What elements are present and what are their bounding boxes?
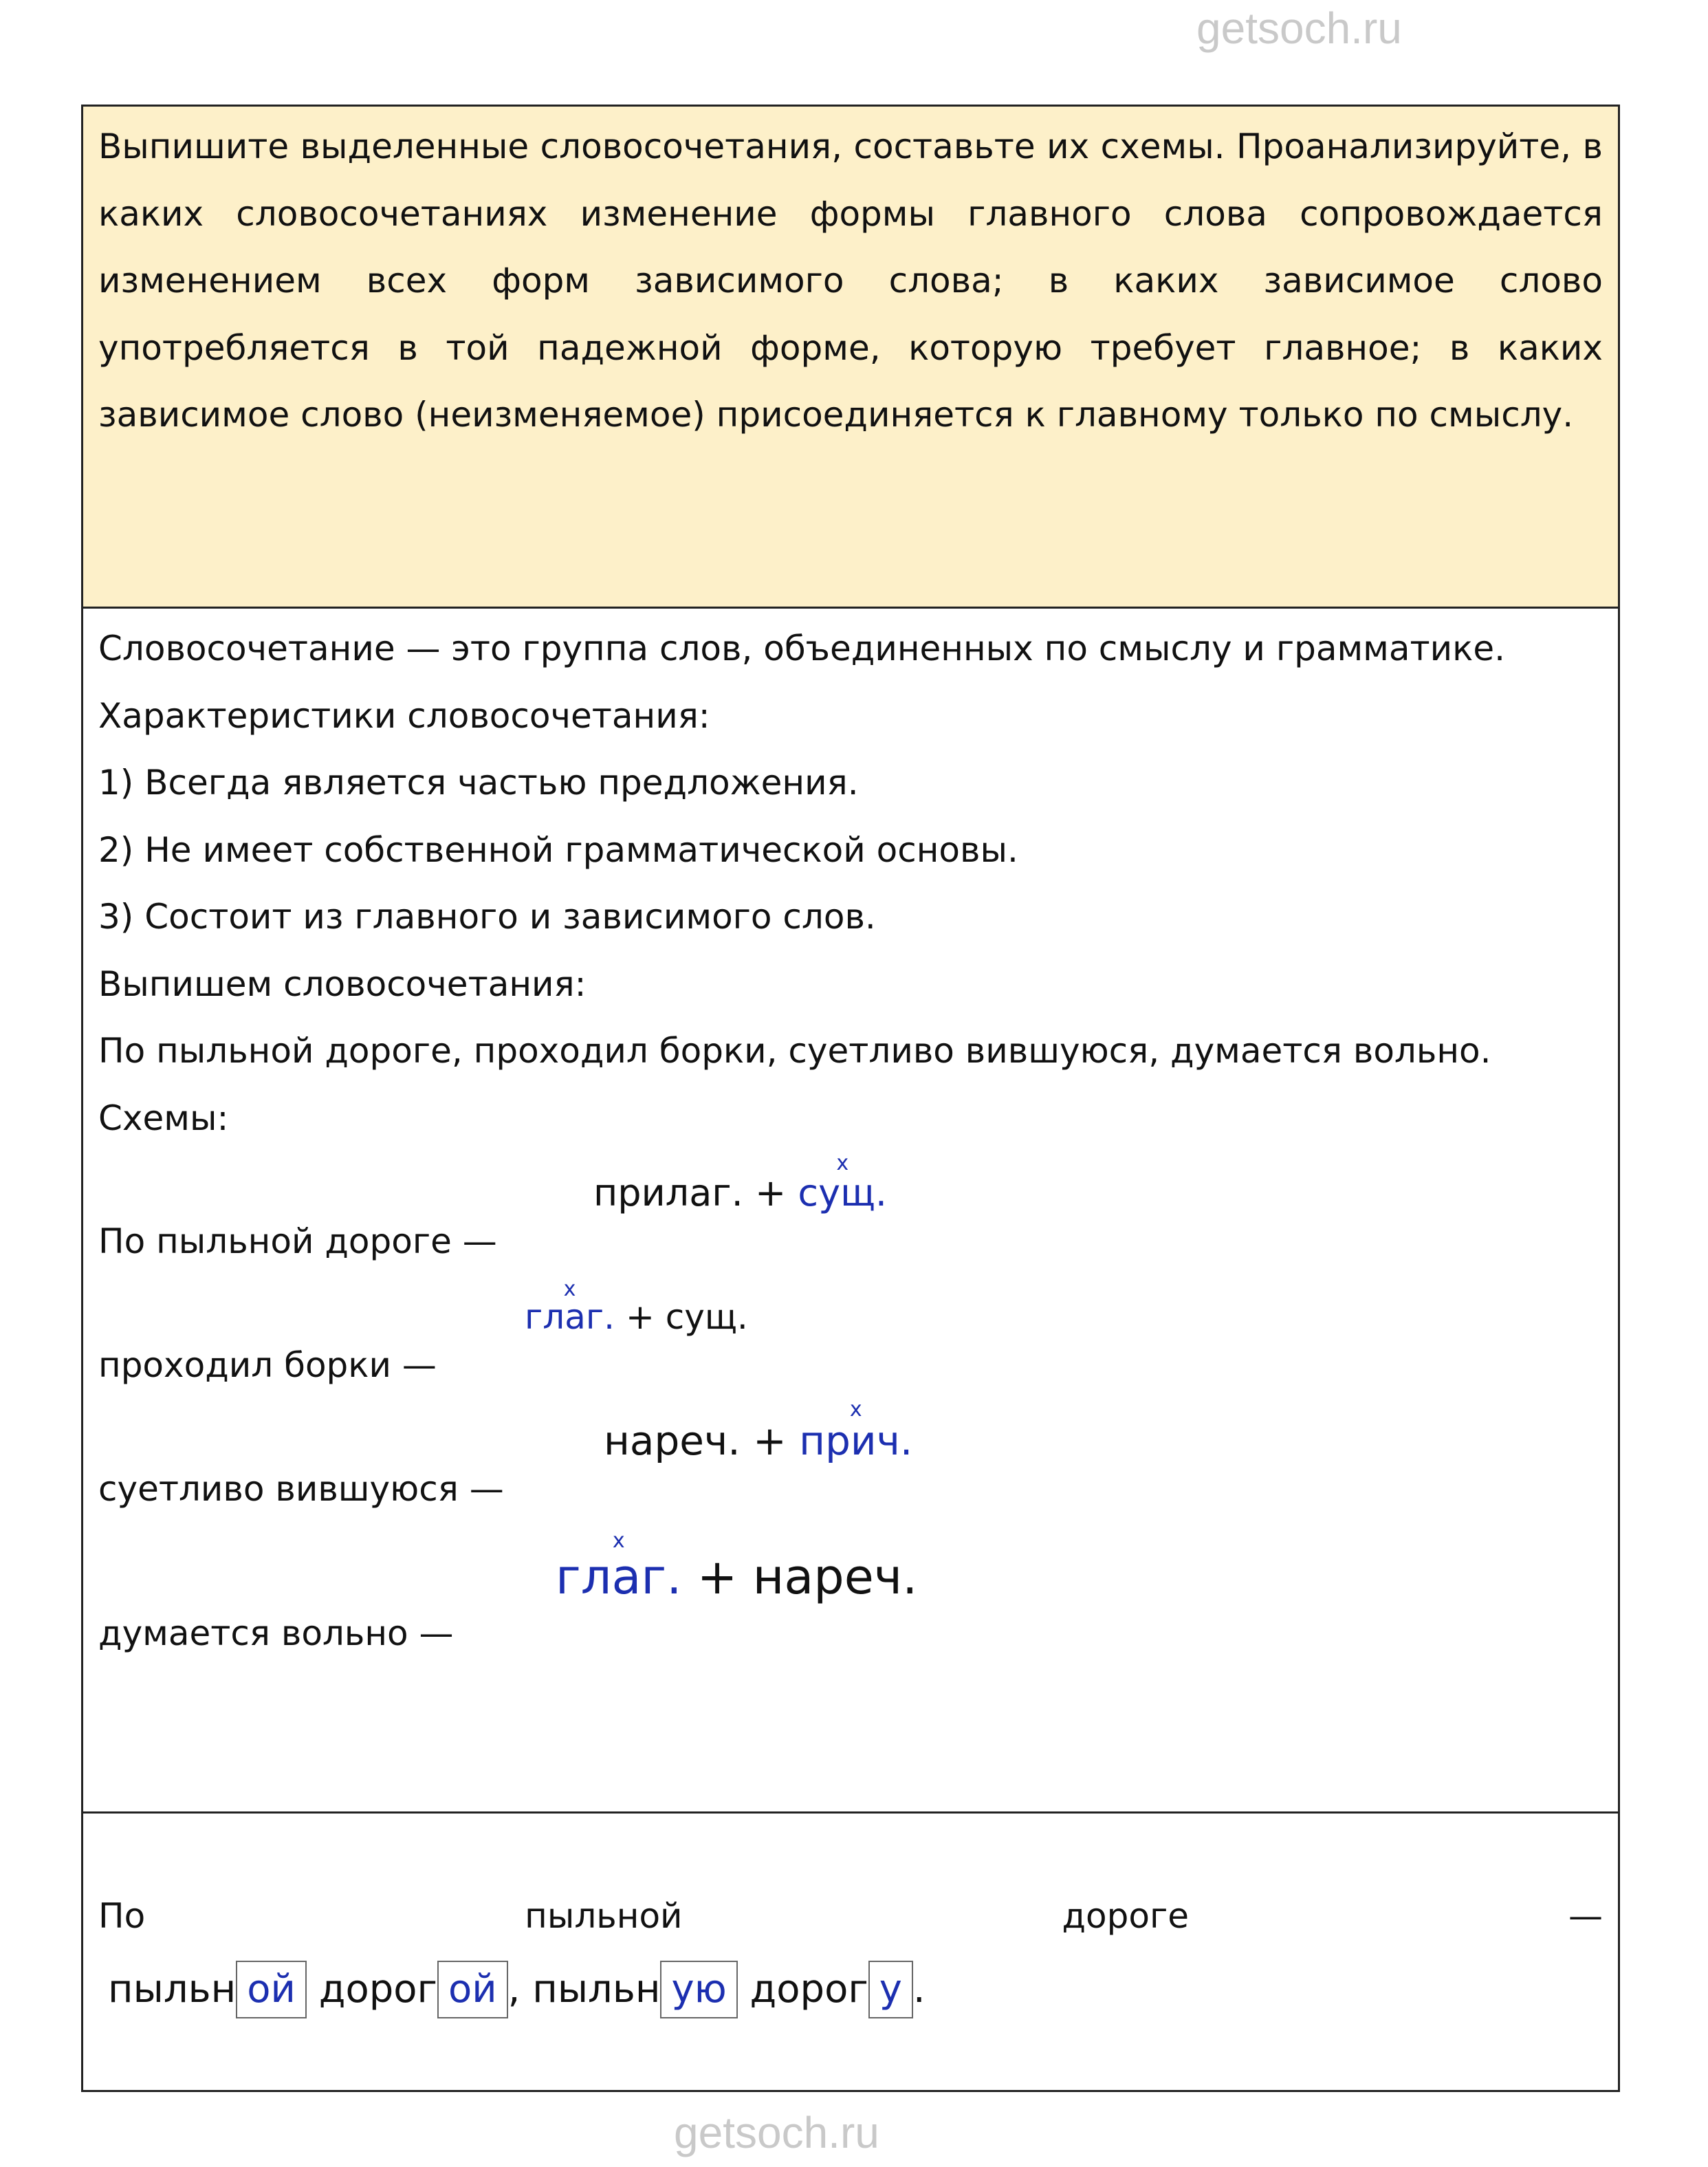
separator: .	[912, 1967, 926, 2012]
word: дороге	[1062, 1896, 1190, 1936]
answer-table	[81, 105, 1620, 2092]
watermark: getsoch.ru	[1196, 3, 1402, 53]
main-word: x глаг.	[556, 1549, 681, 1605]
scheme-phrase: По пыльной дороге —	[98, 1221, 497, 1261]
ending-box: ой	[437, 1961, 508, 2018]
ending-box: ую	[660, 1961, 737, 2018]
ending-box: у	[868, 1961, 913, 2018]
scheme	[604, 1419, 912, 1463]
task-text: Выпишите выделенные словосочетания, составьте их схемы. Проанализируйте, в каких словосочетаниях изменение формы главного слова сопровождается изменением всех форм зависимого слова; в каких зависимое слово употребляется в той падежной форме, которую требует главное; в каких зависимое слово (неизменяемое) присоединяется к главному только по смыслу.	[83, 107, 1618, 609]
scheme	[593, 1171, 887, 1215]
endings-section	[83, 1814, 1618, 2090]
endings-row	[98, 1961, 1603, 2039]
definition: Словосочетание — это группа слов, объединенных по смыслу и грамматике.	[98, 629, 1506, 668]
word: По	[98, 1896, 146, 1936]
word: пыльной	[525, 1896, 683, 1936]
separator	[307, 1967, 319, 2012]
watermark: getsoch.ru	[674, 2108, 879, 2157]
answer-phrase	[98, 1896, 1603, 1936]
dependent-word: нареч.	[604, 1417, 741, 1464]
scheme-phrase: проходил борки —	[98, 1345, 437, 1385]
scheme-row	[98, 1400, 1603, 1523]
word-stem: пыльн	[108, 1967, 237, 2012]
characteristic: 3) Состоит из главного и зависимого слов.	[98, 897, 876, 937]
phrases: По пыльной дороге, проходил борки, суетливо вившуюся, думается вольно.	[98, 1031, 1491, 1071]
characteristic: 2) Не имеет собственной грамматической основы.	[98, 829, 1018, 870]
theory-section	[83, 609, 1618, 1814]
dependent-word: прилаг.	[593, 1171, 743, 1215]
schemes-title: Схемы:	[98, 1098, 229, 1138]
characteristics-title: Характеристики словосочетания:	[98, 695, 710, 736]
plus: +	[697, 1549, 738, 1605]
dependent-word: нареч.	[752, 1549, 918, 1605]
dependent-word: сущ.	[665, 1297, 748, 1337]
word-stem: дорог	[318, 1967, 437, 2012]
plus: +	[755, 1171, 787, 1215]
main-word: x сущ.	[798, 1171, 887, 1215]
scheme	[525, 1295, 748, 1339]
scheme-phrase: думается вольно —	[98, 1613, 454, 1653]
scheme	[556, 1549, 917, 1604]
separator	[738, 1967, 750, 2012]
scheme-row	[98, 1523, 1603, 1668]
scheme-phrase: суетливо вившуюся —	[98, 1469, 504, 1509]
ending-box: ой	[236, 1961, 307, 2018]
word-stem: пыльн	[532, 1967, 661, 2012]
main-word: x прич.	[799, 1417, 912, 1464]
plus: +	[753, 1417, 787, 1464]
phrases-title: Выпишем словосочетания:	[98, 963, 587, 1004]
scheme-row	[98, 1276, 1603, 1400]
separator: ,	[507, 1967, 533, 2012]
scheme-row	[98, 1152, 1603, 1276]
word-stem: дорог	[749, 1967, 868, 2012]
dash: —	[1568, 1896, 1603, 1936]
characteristic: 1) Всегда является частью предложения.	[98, 763, 859, 803]
main-word: x глаг.	[525, 1297, 615, 1337]
plus: +	[625, 1297, 655, 1337]
